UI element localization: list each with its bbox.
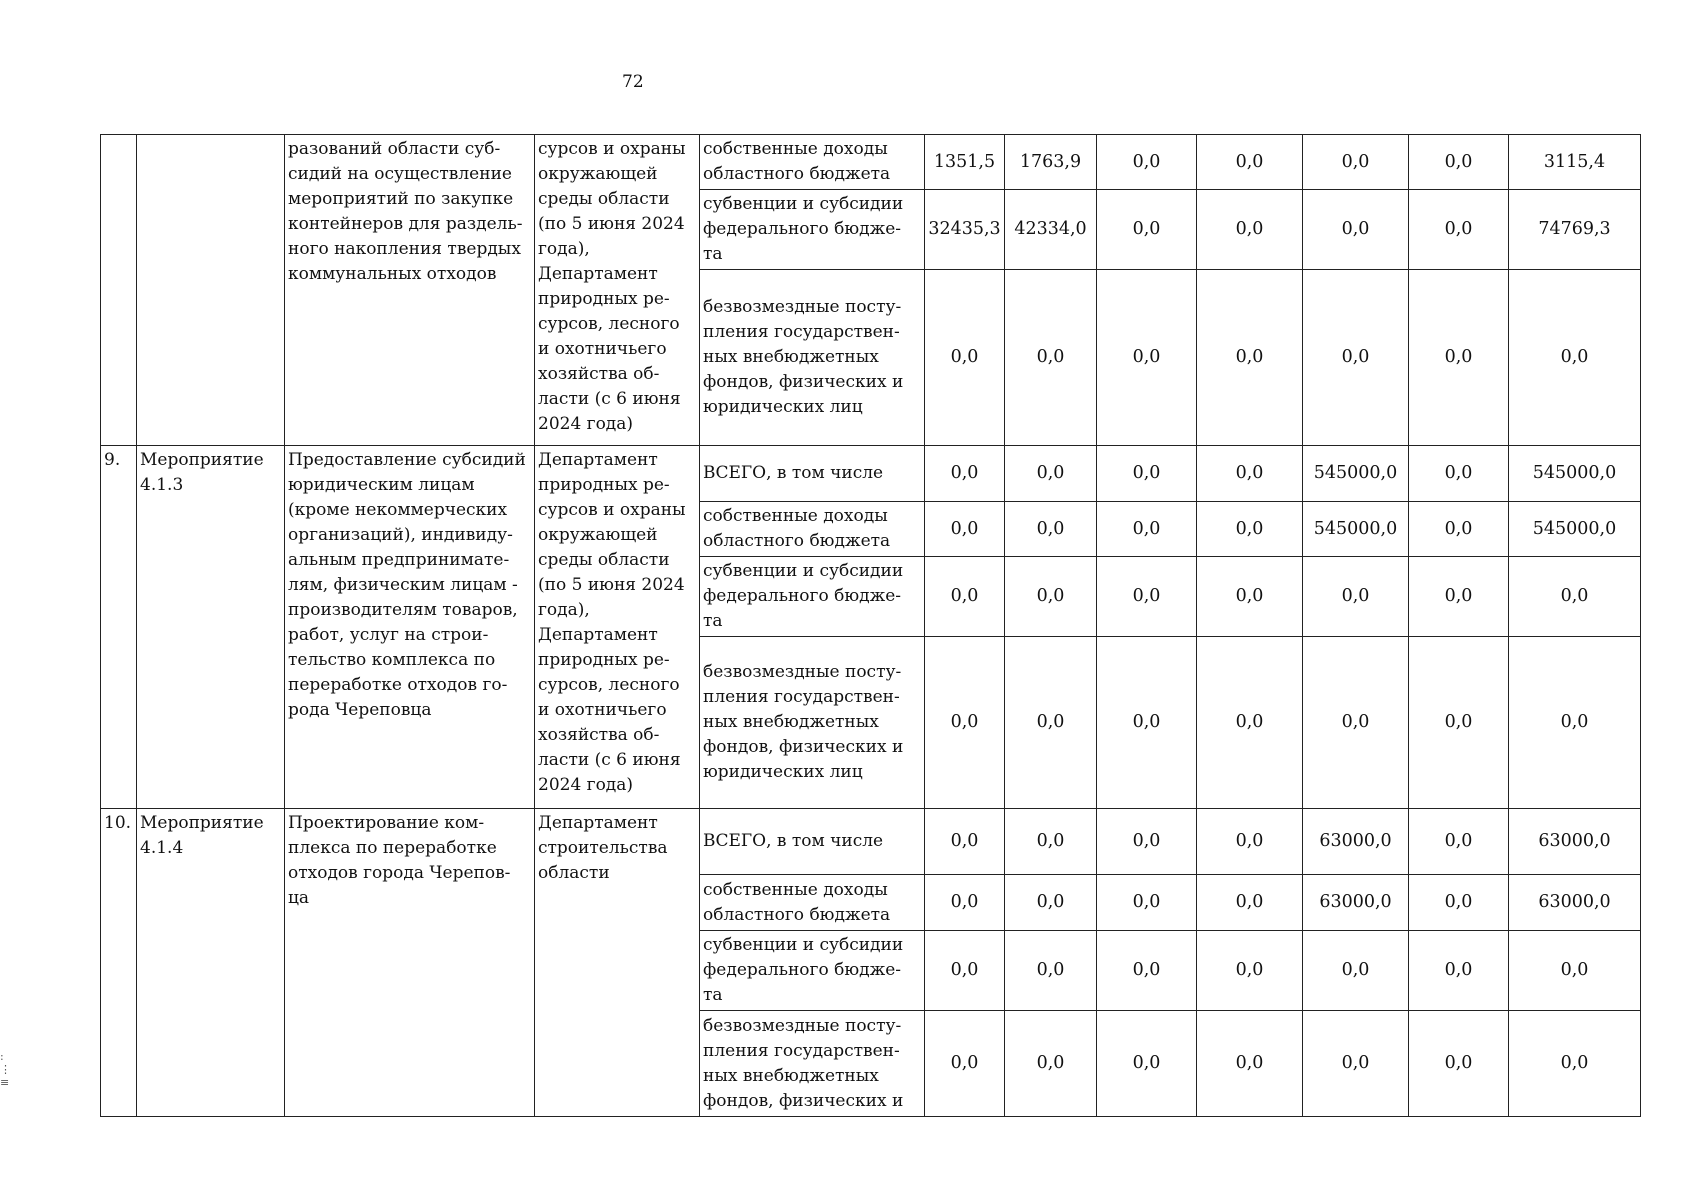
amount-cell: 0,0 [1409, 875, 1509, 931]
amount-cell: 0,0 [925, 270, 1005, 446]
amount-cell: 0,0 [1303, 637, 1409, 809]
amount-cell: 0,0 [1005, 446, 1097, 502]
amount-cell: 0,0 [1303, 557, 1409, 637]
amount-cell: 0,0 [1097, 502, 1197, 557]
amount-cell: 0,0 [1409, 270, 1509, 446]
amount-cell: 0,0 [1197, 875, 1303, 931]
budget-table [100, 134, 1641, 1117]
amount-cell: 0,0 [1005, 637, 1097, 809]
amount-cell: 0,0 [1097, 875, 1197, 931]
amount-cell: 0,0 [1097, 931, 1197, 1011]
amount-cell: 545000,0 [1303, 446, 1409, 502]
amount-cell: 0,0 [1303, 135, 1409, 190]
amount-cell: 0,0 [1197, 809, 1303, 875]
amount-cell: 0,0 [1197, 502, 1303, 557]
amount-cell: 0,0 [925, 637, 1005, 809]
amount-cell: 0,0 [1409, 637, 1509, 809]
amount-cell: 63000,0 [1303, 875, 1409, 931]
amount-cell: 0,0 [1409, 809, 1509, 875]
amount-cell: 0,0 [1303, 270, 1409, 446]
amount-total-cell: 0,0 [1509, 270, 1641, 446]
amount-cell: 32435,3 [925, 190, 1005, 270]
amount-cell: 0,0 [1005, 270, 1097, 446]
amount-total-cell: 63000,0 [1509, 875, 1641, 931]
amount-cell: 1763,9 [1005, 135, 1097, 190]
responsible-executor: сурсов и охраны окружающей среды области (по 5 июня 2024 года), Департамент природных ре- сурсов, лесного и охотничьего хозяйства об- ласти (с 6 июня 2024 года) [535, 135, 700, 446]
amount-total-cell: 0,0 [1509, 1011, 1641, 1117]
amount-cell: 63000,0 [1303, 809, 1409, 875]
amount-cell: 0,0 [1409, 1011, 1509, 1117]
amount-cell: 0,0 [1197, 931, 1303, 1011]
amount-cell: 0,0 [1197, 446, 1303, 502]
amount-cell: 0,0 [1097, 637, 1197, 809]
event-description: Проектирование ком- плекса по переработке отходов города Черепов- ца [285, 809, 535, 1117]
event-name [137, 135, 285, 446]
amount-cell: 0,0 [1303, 1011, 1409, 1117]
amount-cell: 0,0 [1303, 190, 1409, 270]
amount-cell: 0,0 [1409, 446, 1509, 502]
responsible-executor: Департамент строительства области [535, 809, 700, 1117]
table-row [101, 446, 1641, 502]
amount-cell: 0,0 [1197, 637, 1303, 809]
amount-total-cell: 0,0 [1509, 931, 1641, 1011]
amount-total-cell: 3115,4 [1509, 135, 1641, 190]
funding-source: безвозмездные посту- пления государствен- ных внебюджетных фондов, физических и юридических лиц [700, 270, 925, 446]
amount-cell: 0,0 [1005, 1011, 1097, 1117]
event-name: Мероприятие 4.1.3 [137, 446, 285, 809]
amount-cell: 0,0 [1303, 931, 1409, 1011]
amount-total-cell: 74769,3 [1509, 190, 1641, 270]
amount-cell: 0,0 [1197, 1011, 1303, 1117]
funding-source: субвенции и субсидии федерального бюдже- та [700, 190, 925, 270]
row-number: 10. [101, 809, 137, 1117]
amount-total-cell: 545000,0 [1509, 502, 1641, 557]
event-description: разований области суб- сидий на осуществление мероприятий по закупке контейнеров для раздель- ного накопления твердых коммунальных отходов [285, 135, 535, 446]
amount-cell: 0,0 [1097, 190, 1197, 270]
amount-cell: 0,0 [1197, 270, 1303, 446]
event-name: Мероприятие 4.1.4 [137, 809, 285, 1117]
amount-cell: 0,0 [1197, 190, 1303, 270]
amount-cell: 0,0 [925, 502, 1005, 557]
amount-cell: 1351,5 [925, 135, 1005, 190]
amount-cell: 0,0 [1409, 135, 1509, 190]
funding-source: субвенции и субсидии федерального бюдже- та [700, 931, 925, 1011]
scan-margin-marks: : ⋮ ≡ [0, 1050, 11, 1089]
funding-source: субвенции и субсидии федерального бюдже- та [700, 557, 925, 637]
amount-cell: 0,0 [1097, 557, 1197, 637]
amount-cell: 0,0 [1005, 931, 1097, 1011]
amount-total-cell: 0,0 [1509, 557, 1641, 637]
funding-source: безвозмездные посту- пления государствен- ных внебюджетных фондов, физических и юридических лиц [700, 637, 925, 809]
amount-cell: 0,0 [925, 557, 1005, 637]
amount-cell: 0,0 [925, 809, 1005, 875]
amount-cell: 0,0 [1409, 557, 1509, 637]
amount-cell: 0,0 [1409, 931, 1509, 1011]
responsible-executor: Департамент природных ре- сурсов и охраны окружающей среды области (по 5 июня 2024 года), Департамент природных ре- сурсов, лесного и охотничьего хозяйства об- ласти (с 6 июня 2024 года) [535, 446, 700, 809]
amount-cell: 0,0 [1409, 190, 1509, 270]
page-number: 72 [622, 72, 644, 92]
amount-cell: 0,0 [1097, 270, 1197, 446]
row-number: 9. [101, 446, 137, 809]
amount-cell: 0,0 [925, 875, 1005, 931]
amount-cell: 0,0 [925, 446, 1005, 502]
amount-cell: 0,0 [925, 1011, 1005, 1117]
amount-cell: 0,0 [1005, 875, 1097, 931]
funding-source: безвозмездные посту- пления государствен- ных внебюджетных фондов, физических и [700, 1011, 925, 1117]
funding-source: собственные доходы областного бюджета [700, 135, 925, 190]
amount-cell: 0,0 [1097, 446, 1197, 502]
row-number [101, 135, 137, 446]
funding-source: собственные доходы областного бюджета [700, 502, 925, 557]
funding-source: ВСЕГО, в том числе [700, 446, 925, 502]
table-row [101, 809, 1641, 875]
amount-cell: 545000,0 [1303, 502, 1409, 557]
funding-source: ВСЕГО, в том числе [700, 809, 925, 875]
amount-total-cell: 63000,0 [1509, 809, 1641, 875]
event-description: Предоставление субсидий юридическим лицам (кроме некоммерческих организаций), индивиду- альным предпринимате- лям, физическим лицам - производителям товаров, работ, услуг на строи- тельство комплекса по переработке отходов го- рода Череповца [285, 446, 535, 809]
amount-cell: 0,0 [1097, 135, 1197, 190]
amount-cell: 42334,0 [1005, 190, 1097, 270]
amount-cell: 0,0 [1097, 1011, 1197, 1117]
table-row [101, 135, 1641, 190]
amount-cell: 0,0 [925, 931, 1005, 1011]
amount-cell: 0,0 [1005, 809, 1097, 875]
amount-total-cell: 545000,0 [1509, 446, 1641, 502]
amount-cell: 0,0 [1409, 502, 1509, 557]
amount-cell: 0,0 [1197, 135, 1303, 190]
funding-source: собственные доходы областного бюджета [700, 875, 925, 931]
amount-cell: 0,0 [1005, 557, 1097, 637]
amount-cell: 0,0 [1197, 557, 1303, 637]
amount-cell: 0,0 [1005, 502, 1097, 557]
amount-cell: 0,0 [1097, 809, 1197, 875]
amount-total-cell: 0,0 [1509, 637, 1641, 809]
